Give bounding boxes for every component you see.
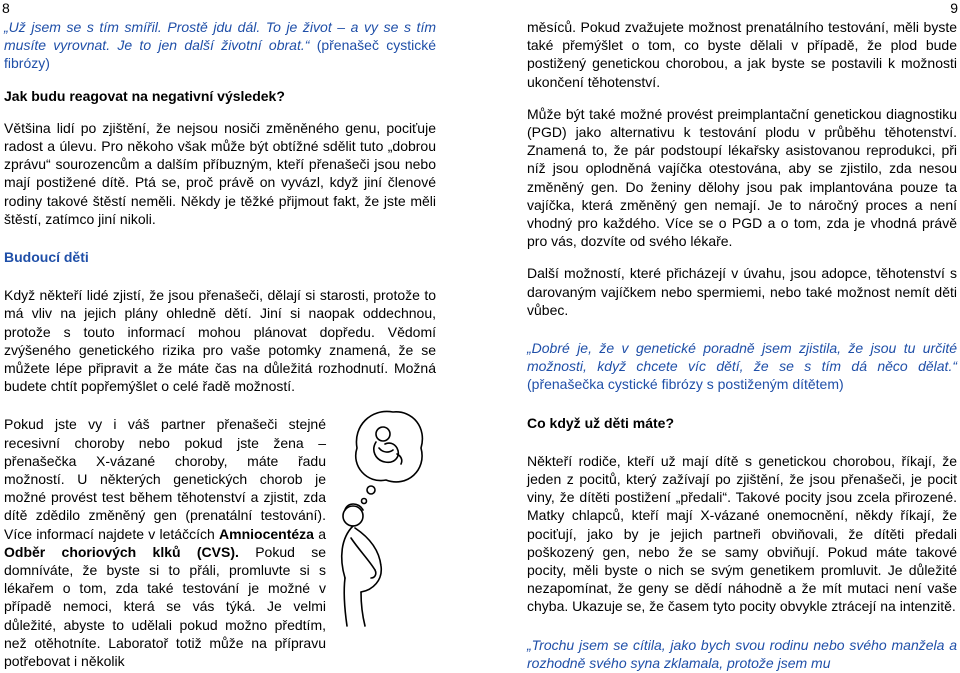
text-carriers: Pokud jste vy i váš partner přenašeči stejné recesivní choroby nebo pokud jste žena – přenašečka X-vázané choroby, máte řadu možností. <box>4 416 326 488</box>
page-number-right: 9 <box>950 0 958 16</box>
heading-future-children: Budoucí děti <box>4 249 89 266</box>
leaflet-amniocentesis: Amniocentéza <box>219 525 314 542</box>
text-worries: Když někteří lidé zjistí, že jsou přenašeči, dělají si starosti, protože to má vliv na jejich plány ohledně dětí. <box>4 287 436 322</box>
quote-attribution: (přenašeč cystické fibrózy) <box>4 37 437 72</box>
quote-text: „Už jsem se s tím smířil. Prostě jdu dál. To je život – a vy se s tím musíte vyrovnat. Je to jen další životní obrat.“ <box>4 19 436 54</box>
pregnant-woman-illustration <box>331 398 441 628</box>
paragraph-guilt: Někteří rodiče, kteří už mají dítě s genetickou chorobou, říkají, že jeden z pocitů, který zažívají po zjištění, že jsou přenašeči, je pocit viny, že dítěti postižení „předali“. Takové pocity jsou zcela přirozené. Matky chlapců, kteří mají X-vázané onemocnění, někdy říkají, že pociťují, jako by je jejich partneři obviňovali, že dítěti předali poškozený gen, nebo že se samy obviňují. Pokud máte takové pocity, měli byste o nich se svým genetikem promluvit. Je důležité nezapomínat, že geny se dědí náhodně a že mít mutaci není vaše chyba. Ukazuje se, že časem tyto pocity obvykle ztrácejí na intenzitě. <box>527 452 957 615</box>
quote-attribution-2: (přenašečka cystické fibrózy s postiženým dítětem) <box>527 376 844 393</box>
heading-existing-children: Co když už děti máte? <box>527 414 675 431</box>
quote-paragraph-2 <box>527 339 957 394</box>
paragraph-future-children <box>4 286 436 395</box>
paragraph-negative-result <box>4 119 436 228</box>
right-column <box>527 18 957 672</box>
paragraph-other-options: Další možností, které přicházejí v úvahu, jsou adopce, těhotenství s darovaným vajíčkem nebo spermiemi, nebo také možnost nemít děti vůbec. <box>527 265 957 318</box>
heading-negative-result: Jak budu reagovat na negativní výsledek? <box>4 87 285 104</box>
quote-paragraph <box>4 18 436 73</box>
leaflet-cvs: Odběr choriových klků (CVS). <box>4 543 239 560</box>
text-prenatal-test: U některých genetických chorob je možné provést test během těhotenství a zjistit, zda dítě zdědilo změněný gen (prenatální testování). Více informací najdete v letáčcích <box>4 471 327 542</box>
text-relief: Většina lidí po zjištění, že nejsou nosiči změněného genu, pociťuje radost a úlevu. <box>4 119 436 155</box>
paragraph-prenatal <box>4 415 326 670</box>
text-and: a <box>318 525 327 542</box>
text-planning: Jiní si naopak oddechnou, protože s touto informací mohou plánovat dopředu. Vědomí zvýšeného genetického rizika pro vaše potomky znamená, že se můžete lépe připravit a že máte čas na důležitá rozhodnutí. Možná budete chtít popřemýšlet o celé řadě možností. <box>4 305 436 395</box>
quote-text-3: „Trochu jsem se cítila, jako bych svou rodinu nebo svého manžela a rozhodně svého syna zklamala, protože jsem mu <box>527 636 957 671</box>
paragraph-pgd: Může být také možné provést preimplantační genetickou diagnostiku (PGD) jako alternativu k testování plodu v průběhu těhotenství. Znamená to, že pár podstoupí lékařsky asistovanou reprodukci, při níž jsou oplodněná vajíčka otestována, aby se zjistilo, zda nesou změněný gen. Do ženiny dělohy jsou pak implantována pouze ta vajíčka, která změněný gen nemají. Je to náročný proces a není vhodný pro každého. Více se o PGD a o tom, zda je vhodná právě pro vás, dozvíte od svého lékaře. <box>527 105 957 250</box>
paragraph-months: měsíců. Pokud zvažujete možnost prenatálního testování, měli byste také přemýšlet o tom, co byste dělali v případě, že plod bude postižený genetickou chorobou, a jak byste se postavili k možnosti ukončení těhotenství. <box>527 19 957 90</box>
text-difficulty: Pro někoho však může být obtížné sdělit tuto „dobrou zprávu“ sourozencům a dalším příbuzným, kteří přenašeči jsou nebo mají postižené dítě. Ptá se, proč právě on vyvázl, když jiní členové rodiny takové štěstí neměli. Někdy je těžké přijmout fakt, že jste měli štěstí, zatímco jiní nikoli. <box>4 138 437 227</box>
page-number-left: 8 <box>2 0 10 16</box>
quote-text-2: „Dobré je, že v genetické poradně jsem zjistila, že jsou tu určité možnosti, když chcete víc dětí, že se s tím dá něco dělat.“ <box>527 340 957 375</box>
text-consult: Pokud se domníváte, že byste si to přáli, promluvte si s lékařem o tom, zda také testování je možné v případě nemoci, která se vás týká. Je velmi důležité, abyste to udělali pokud možno předtím, než otěhotníte. Laboratoř totiž může na přípravu potřebovat i několik <box>4 543 327 670</box>
